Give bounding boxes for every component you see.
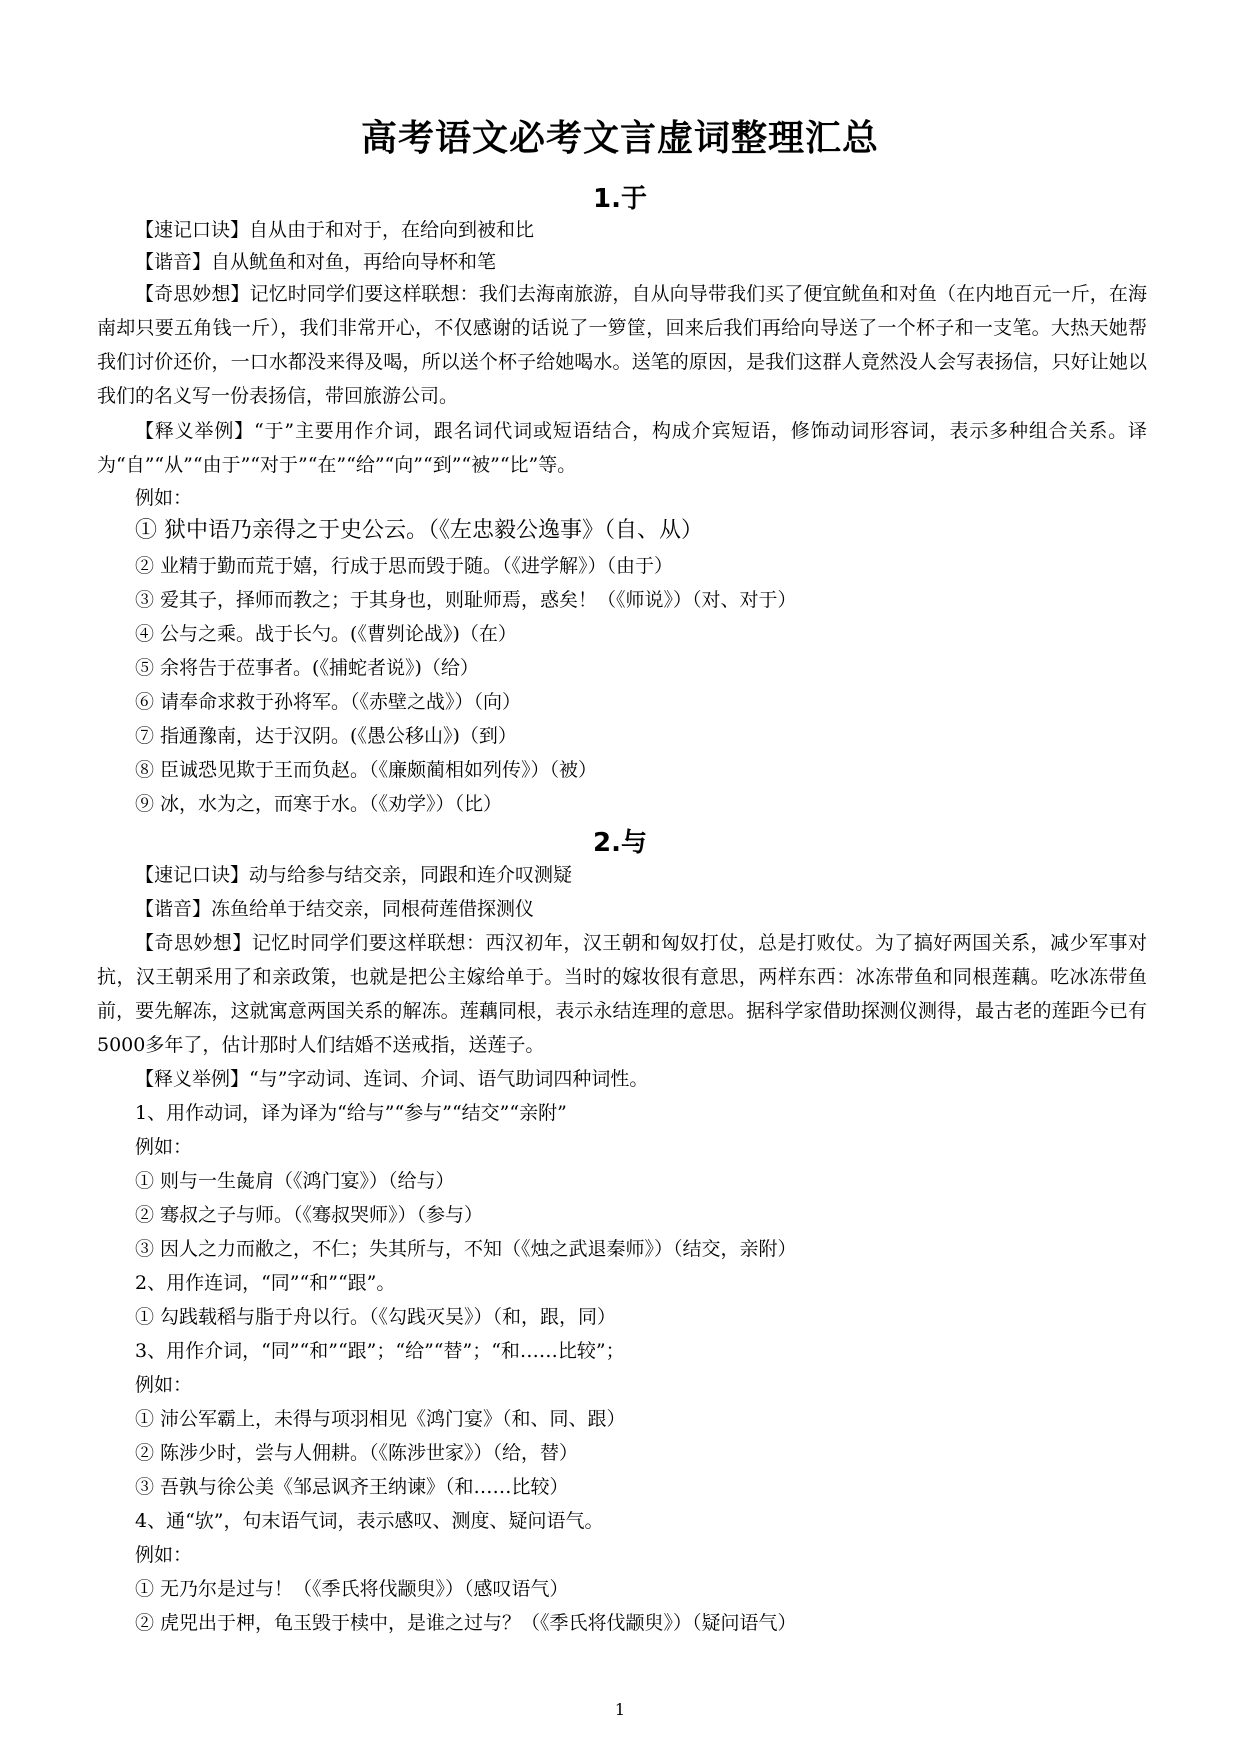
example-intro: 例如： <box>135 1544 193 1566</box>
usage-heading: 3、用作介词，“同”“和”“跟”；“给”“替”；“和……比较”； <box>135 1340 625 1362</box>
example-item: ② 业精于勤而荒于嬉，行成于思而毁于随。（《进学解》）（由于） <box>135 555 674 577</box>
homophone-line: 【谐音】自从鱿鱼和对鱼，再给向导杯和笔 <box>135 251 497 273</box>
mnemonic-line: 【速记口诀】自从由于和对于，在给向到被和比 <box>135 219 535 241</box>
example-item: ③ 因人之力而敝之，不仁；失其所与，不知（《烛之武退秦师》）（结交，亲附） <box>135 1238 797 1260</box>
example-item: ① 狱中语乃亲得之于史公云。（《左忠毅公逸事》（自、从） <box>135 518 703 543</box>
usage-heading: 2、用作连词，“同”“和”“跟”。 <box>135 1272 396 1294</box>
example-item: ① 则与一生彘肩（《鸿门宴》）（给与） <box>135 1170 455 1192</box>
imagination-paragraph: 【奇思妙想】记忆时同学们要这样联想：我们去海南旅游，自从向导带我们买了便宜鱿鱼和对鱼（在内地百元一斤，在海南却只要五角钱一斤），我们非常开心，不仅感谢的话说了一箩筐，回来后我们再给向导送了一个杯子和一支笔。大热天她帮我们讨价还价，一口水都没来得及喝，所以送个杯子给她喝水。送笔的原因，是我们这群人竟然没人会写表扬信，只好让她以我们的名义写一份表扬信，带回旅游公司。 <box>97 283 1147 407</box>
example-intro: 例如： <box>135 1136 193 1158</box>
example-item: ② 骞叔之子与师。（《骞叔哭师》）（参与） <box>135 1204 484 1226</box>
example-item: ④ 公与之乘。战于长勺。(《曹刿论战》)（在） <box>135 623 517 645</box>
mnemonic-line: 【速记口诀】动与给参与结交亲，同跟和连介叹测疑 <box>135 864 573 886</box>
example-item: ③ 吾孰与徐公美《邹忌讽齐王纳谏》（和……比较） <box>135 1476 569 1498</box>
page-number: 1 <box>614 1700 626 1719</box>
example-item: ② 虎兕出于柙，龟玉毁于椟中，是谁之过与？（《季氏将伐颛臾》）（疑问语气） <box>135 1612 797 1634</box>
example-item: ② 陈涉少时，尝与人佣耕。（《陈涉世家》）（给，替） <box>135 1442 579 1464</box>
example-item: ⑦ 指通豫南，达于汉阴。(《愚公移山》)（到） <box>135 725 517 747</box>
example-item: ① 无乃尔是过与！（《季氏将伐颛臾》）（感叹语气） <box>135 1578 569 1600</box>
example-item: ③ 爱其子，择师而教之；于其身也，则耻师焉，惑矣！（《师说》）（对、对于） <box>135 589 797 611</box>
example-item: ⑨ 冰，水为之，而寒于水。（《劝学》）（比） <box>135 793 503 815</box>
example-item: ⑧ 臣诚恐见欺于王而负赵。（《廉颇蔺相如列传》）（被） <box>135 759 598 781</box>
imagination-paragraph: 【奇思妙想】记忆时同学们要这样联想：西汉初年，汉王朝和匈奴打仗，总是打败仗。为了搞好两国关系，减少军事对抗，汉王朝采用了和亲政策，也就是把公主嫁给单于。当时的嫁妆很有意思，两样东西：冰冻带鱼和同根莲藕。吃冰冻带鱼前，要先解冻，这就寓意两国关系的解冻。莲藕同根，表示永结连理的意思。据科学家借助探测仪测得，最古老的莲距今已有5000多年了，估计那时人们结婚不送戒指，送莲子。 <box>97 932 1147 1056</box>
section-heading: 2.与 <box>593 828 647 858</box>
example-item: ⑤ 余将告于莅事者。(《捕蛇者说》)（给） <box>135 657 479 679</box>
example-intro: 例如： <box>135 1374 193 1396</box>
usage-heading: 1、用作动词，译为译为“给与”“参与”“结交”“亲附” <box>135 1102 567 1124</box>
section-heading: 1.于 <box>593 184 647 214</box>
usage-heading: 4、通“欤”，句末语气词，表示感叹、测度、疑问语气。 <box>135 1510 604 1532</box>
example-item: ① 勾践载稻与脂于舟以行。（《勾践灭吴》）（和，跟，同） <box>135 1306 617 1328</box>
explanation-line: 【释义举例】“与”字动词、连词、介词、语气助词四种词性。 <box>135 1068 649 1090</box>
explanation-paragraph: 【释义举例】“于”主要用作介词，跟名词代词或短语结合，构成介宾短语，修饰动词形容词，表示多种组合关系。译为“自”“从”“由于”“对于”“在”“给”“向”“到”“被”“比”等。 <box>97 420 1147 476</box>
example-intro: 例如： <box>135 487 193 509</box>
example-item: ⑥ 请奉命求救于孙将军。（《赤壁之战》）（向） <box>135 691 522 713</box>
example-item: ① 沛公军霸上，未得与项羽相见《鸿门宴》（和、同、跟） <box>135 1408 626 1430</box>
homophone-line: 【谐音】冻鱼给单于结交亲，同根荷莲借探测仪 <box>135 898 535 920</box>
document-title: 高考语文必考文言虚词整理汇总 <box>360 118 879 159</box>
